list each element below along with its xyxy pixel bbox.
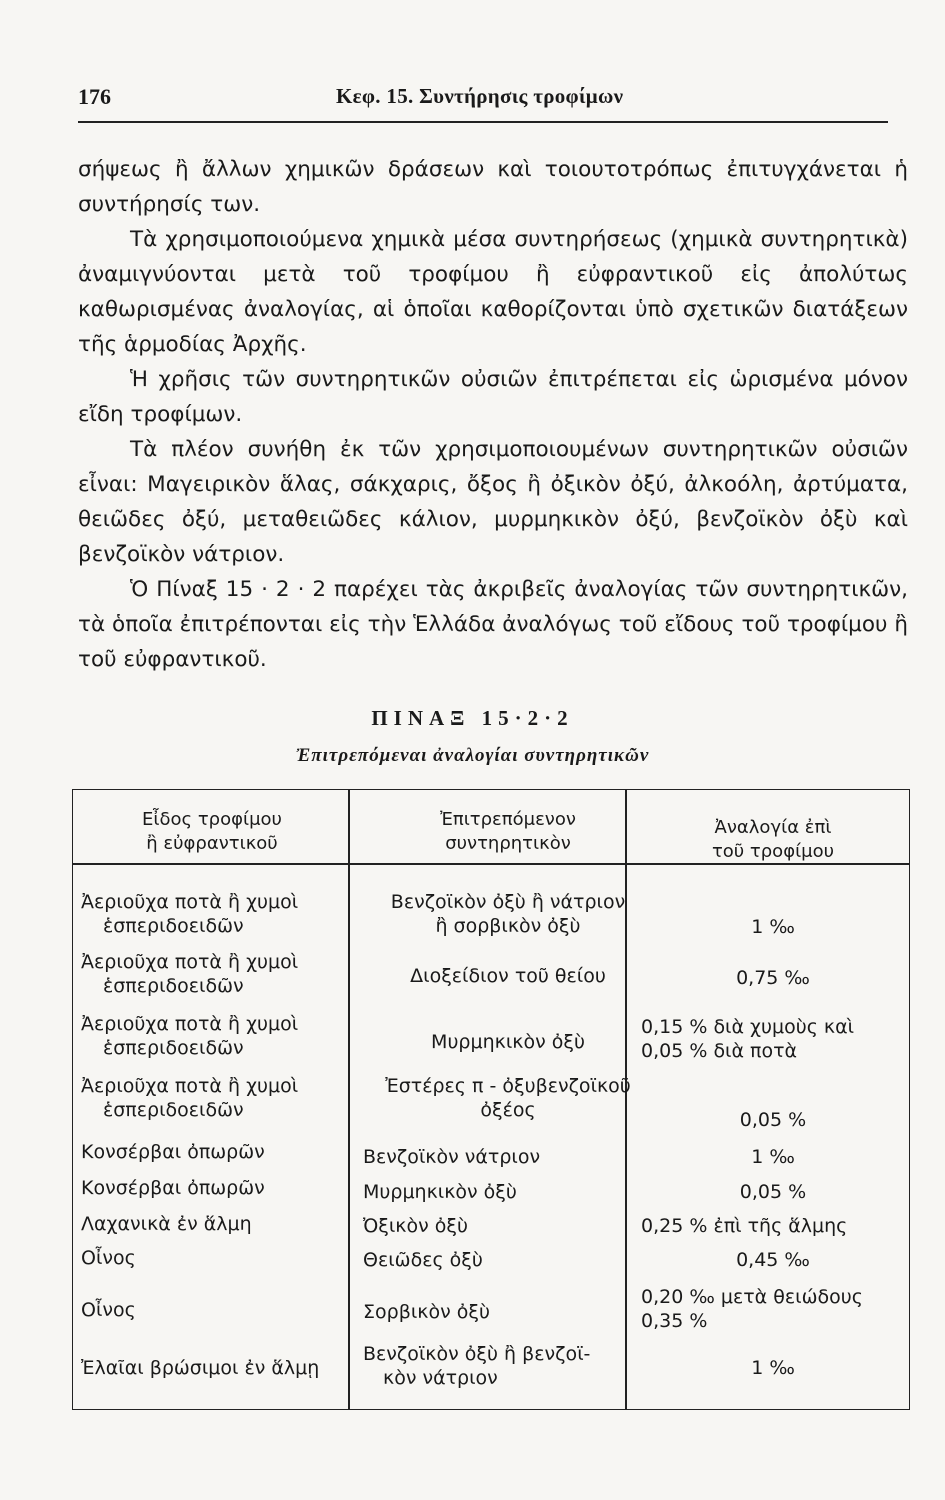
header-food-line1: Εἶδος τροφίμου (142, 809, 282, 830)
table-row-5-food (81, 1140, 343, 1164)
page-header (78, 82, 888, 122)
page-number: 176 (78, 84, 111, 109)
food-line2: ἑσπεριδοειδῶν (103, 915, 244, 937)
paragraph-5: Ὁ Πίναξ 15 · 2 · 2 παρέχει τὰς ἀκριβεῖς ἀναλογίας τῶν συντηρητικῶν, τὰ ὁποῖα ἐπιτρέπονται εἰς τὴν Ἑλλάδα ἀναλόγως τοῦ εἴδους τοῦ τροφίμου ἢ τοῦ εὐφραντικοῦ. (78, 577, 908, 672)
preservative-line1: Μυρμηκικὸν ὀξὺ (363, 1181, 517, 1203)
preservative-line2: ὀξέος (480, 1099, 536, 1121)
header-ratio-line1: Ἀναλογία ἐπὶ (714, 817, 832, 838)
table-row-1-preservative (363, 890, 653, 938)
running-head: Κεφ. 15. Συντήρησις τροφίμων (336, 84, 624, 108)
table-row-2-ratio (638, 966, 908, 990)
paragraph-4: Τὰ πλέον συνήθη ἐκ τῶν χρησιμοποιουμένων συντηρητικῶν οὐσιῶν εἶναι: Μαγειρικὸν ἅλας, σάκχαρις, ὄξος ἢ ὀξικὸν ὀξύ, ἀλκοόλη, ἀρτύματα, θειῶδες ὀξύ, μεταθειῶδες κάλιον, μυρμηκικὸν ὀξύ, βενζοϊκὸν ὀξὺ καὶ βενζοϊκὸν νάτριον. (78, 437, 908, 567)
table-row-4-ratio (638, 1108, 908, 1132)
paragraph-3: Ἡ χρῆσις τῶν συντηρητικῶν οὐσιῶν ἐπιτρέπεται εἰς ὡρισμένα μόνον εἴδη τροφίμων. (78, 367, 908, 427)
table-row-9-ratio (641, 1285, 911, 1333)
ratio-line1: 0,20 ‰ μετὰ θειώδους (641, 1286, 863, 1308)
food-line1: Οἶνος (81, 1247, 136, 1269)
ratio-line1: 0,15 % διὰ χυμοὺς καὶ (641, 1016, 855, 1038)
header-preservative (363, 808, 653, 856)
ratio-line2: 0,05 % διὰ ποτὰ (641, 1040, 798, 1062)
table-row-8-food (81, 1246, 343, 1270)
table-row-5-preservative (363, 1145, 653, 1169)
food-line1: Κονσέρβαι ὀπωρῶν (81, 1141, 265, 1163)
food-line2: ἑσπεριδοειδῶν (103, 1037, 244, 1059)
ratio-line1: 1 ‰ (751, 1357, 795, 1379)
table-row-6-preservative (363, 1180, 653, 1204)
ratio-line1: 1 ‰ (751, 916, 795, 938)
ratio-line1: 1 ‰ (751, 1146, 795, 1168)
ratio-line1: 0,05 % (739, 1109, 807, 1131)
ratio-line1: 0,25 % ἐπὶ τῆς ἅλμης (641, 1215, 848, 1237)
header-preservative-line1: Ἐπιτρεπόμενον (440, 809, 576, 830)
table-row-4-preservative (363, 1074, 653, 1122)
table-row-3-food (81, 1012, 343, 1060)
food-line1: Κονσέρβαι ὀπωρῶν (81, 1177, 265, 1199)
food-line1: Οἶνος (81, 1299, 136, 1321)
table-row-9-preservative (363, 1300, 653, 1324)
ratio-line1: 0,75 ‰ (736, 967, 810, 989)
paragraph-1: σήψεως ἢ ἄλλων χημικῶν δράσεων καὶ τοιουτοτρόπως ἐπιτυγχάνεται ἡ συντήρησίς των. (78, 157, 908, 217)
table-row-7-preservative (363, 1214, 653, 1238)
table-row-7-food (81, 1212, 343, 1236)
header-food (81, 808, 343, 856)
preservative-line1: Βενζοϊκὸν νάτριον (363, 1146, 541, 1168)
food-line2: ἑσπεριδοειδῶν (103, 1099, 244, 1121)
food-line1: Ἐλαῖαι βρώσιμοι ἐν ἅλμῃ (81, 1357, 320, 1379)
paragraph-2: Τὰ χρησιμοποιούμενα χημικὰ μέσα συντηρήσεως (χημικὰ συντηρητικὰ) ἀναμιγνύονται μετὰ τοῦ τροφίμου ἢ εὐφραντικοῦ εἰς ἀπολύτως καθωρισμένας ἀναλογίας, αἱ ὁποῖαι καθορίζονται ὑπὸ σχετικῶν διατάξεων τῆς ἁρμοδίας Ἀρχῆς. (78, 227, 908, 357)
body-text (78, 152, 908, 677)
table-row-7-ratio (641, 1214, 911, 1238)
table-title: ΠΙΝΑΞ 15·2·2 (371, 706, 574, 730)
ratio-line1: 0,45 ‰ (736, 1249, 810, 1271)
table-subtitle: Ἐπιτρεπόμεναι ἀναλογίαι συντηρητικῶν (295, 745, 650, 766)
header-ratio (638, 816, 908, 864)
table-row-1-ratio (638, 915, 908, 939)
header-preservative-line2: συντηρητικὸν (445, 833, 571, 854)
preservative-line1: Σορβικὸν ὀξὺ (363, 1301, 490, 1323)
column-divider (348, 790, 350, 1409)
preservative-line2: κὸν νάτριον (383, 1367, 498, 1389)
table-row-1-food (81, 890, 343, 938)
table-row-3-ratio (641, 1015, 911, 1063)
table-row-3-preservative (363, 1030, 653, 1054)
food-line1: Ἀεριοῦχα ποτὰ ἢ χυμοὶ (81, 1013, 299, 1035)
food-line1: Ἀεριοῦχα ποτὰ ἢ χυμοὶ (81, 891, 299, 913)
table-row-6-food (81, 1176, 343, 1200)
preservative-line2: ἢ σορβικὸν ὀξὺ (435, 915, 581, 937)
header-ratio-line2: τοῦ τροφίμου (711, 841, 835, 862)
table-row-8-preservative (363, 1248, 653, 1272)
table-row-2-preservative (363, 964, 653, 988)
ratio-line1: 0,05 % (739, 1181, 807, 1203)
table-row-10-preservative (363, 1342, 653, 1390)
ratio-line2: 0,35 % (641, 1310, 708, 1332)
food-line1: Ἀεριοῦχα ποτὰ ἢ χυμοὶ (81, 951, 299, 973)
header-food-line2: ἢ εὐφραντικοῦ (146, 833, 278, 854)
preservative-line1: Ὀξικὸν ὀξὺ (363, 1215, 468, 1237)
food-line1: Ἀεριοῦχα ποτὰ ἢ χυμοὶ (81, 1075, 299, 1097)
table-row-10-ratio (638, 1356, 908, 1380)
preservative-line1: Θειῶδες ὀξὺ (363, 1249, 483, 1271)
table-row-2-food (81, 950, 343, 998)
preservatives-table (72, 789, 910, 1410)
food-line2: ἑσπεριδοειδῶν (103, 975, 244, 997)
preservative-line1: Βενζοϊκὸν ὀξὺ ἢ βενζοϊ- (363, 1343, 591, 1365)
table-row-10-food (81, 1356, 343, 1380)
table-row-4-food (81, 1074, 343, 1122)
header-rule (78, 121, 888, 123)
preservative-line1: Βενζοϊκὸν ὀξὺ ἢ νάτριον (390, 891, 626, 913)
table-row-5-ratio (638, 1145, 908, 1169)
preservative-line1: Διοξείδιον τοῦ θείου (410, 965, 606, 987)
table-row-9-food (81, 1298, 343, 1322)
table-row-6-ratio (638, 1180, 908, 1204)
food-line1: Λαχανικὰ ἐν ἅλμη (81, 1213, 252, 1235)
preservative-line1: Μυρμηκικὸν ὀξὺ (431, 1031, 585, 1053)
preservative-line1: Ἐστέρες π - ὀξυβενζοϊκοῦ (385, 1075, 631, 1097)
table-row-8-ratio (638, 1248, 908, 1272)
